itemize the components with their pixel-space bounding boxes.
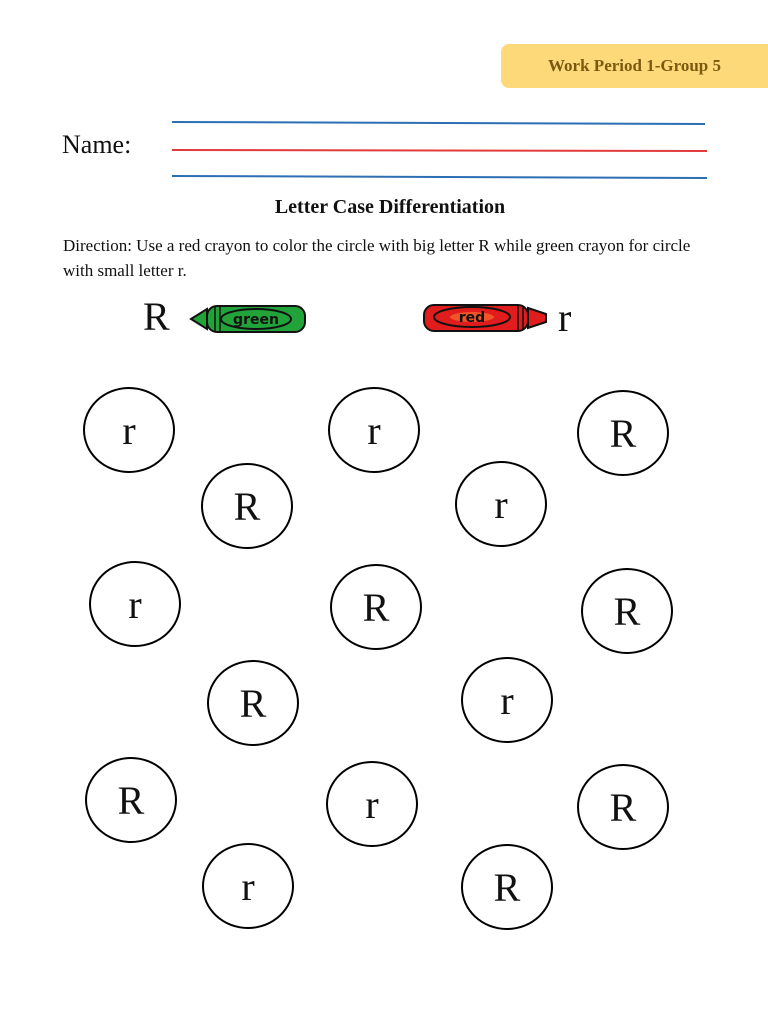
letter-circle[interactable]: r [461, 657, 553, 743]
letter-circle[interactable]: r [455, 461, 547, 547]
name-label: Name: [62, 130, 132, 159]
legend-lower-letter: r [558, 295, 572, 340]
red-crayon-icon [422, 301, 550, 335]
letter-circle[interactable]: R [577, 390, 669, 476]
worksheet-title: Letter Case Differentiation [274, 196, 506, 218]
green-crayon-label: green [233, 312, 279, 328]
name-middle-line [172, 150, 707, 151]
letter-circle[interactable]: r [89, 561, 181, 647]
letter-circle[interactable]: R [207, 660, 299, 746]
legend-upper-letter: R [143, 294, 170, 339]
letter-circle[interactable]: R [577, 764, 669, 850]
letter-circle[interactable]: R [85, 757, 177, 843]
name-bottom-line [172, 176, 707, 178]
letter-circle[interactable]: R [461, 844, 553, 930]
group-tag-label: Work Period 1-Group 5 [548, 56, 721, 75]
name-top-line [172, 122, 705, 124]
letter-circle[interactable]: r [326, 761, 418, 847]
letter-circle[interactable]: r [83, 387, 175, 473]
letter-circle[interactable]: r [202, 843, 294, 929]
name-writing-lines [0, 0, 768, 200]
letter-circle[interactable]: R [581, 568, 673, 654]
green-crayon-icon [189, 302, 309, 336]
letter-circle[interactable]: R [201, 463, 293, 549]
red-crayon-label: red [458, 310, 486, 326]
letter-circle[interactable]: R [330, 564, 422, 650]
direction-text: Direction: Use a red crayon to color the circle with big letter R while green crayon for circle with small letter r. [63, 236, 691, 280]
letter-circle[interactable]: r [328, 387, 420, 473]
